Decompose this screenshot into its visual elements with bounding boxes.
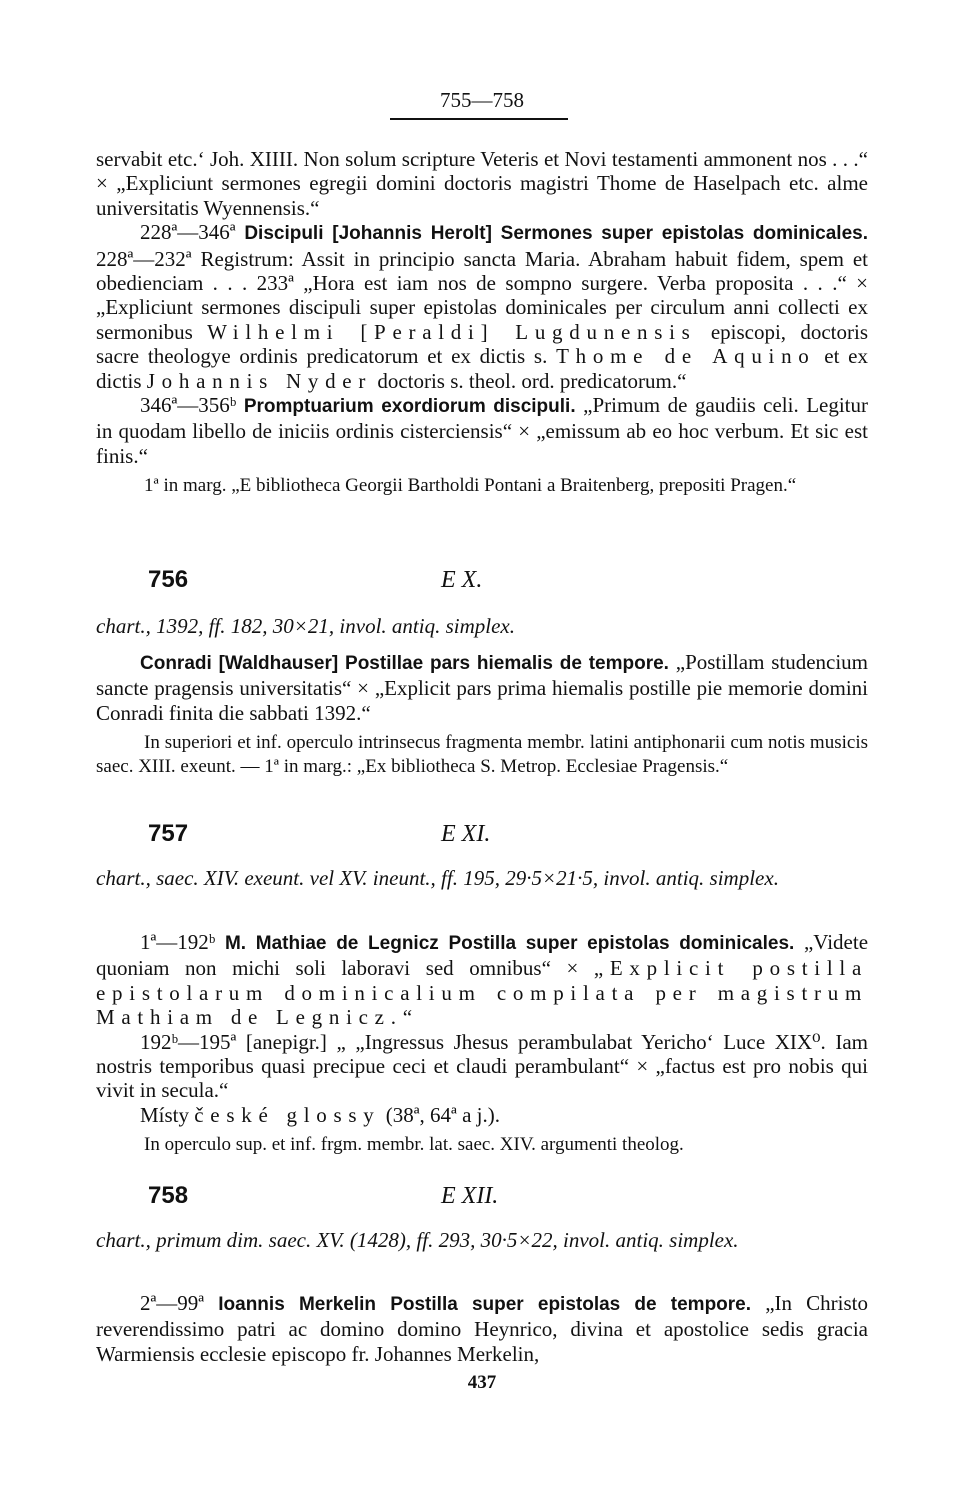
paragraph-text: (38ª, 64ª a j.). [385,1102,500,1127]
work-title: Conradi [Waldhauser] Postillae pars hiemalis de tempore. [140,653,669,674]
paragraph-text: „Postillam studencium sancte pragensis universitatis“ × „Explicit pars prima hiemalis postille pie memorie domini Conradi finita die sabbati 1392.“ [96,650,869,725]
entry-757-body [96,930,868,1157]
entry-756-body [96,650,868,779]
work-title: M. Mathiae de Legnicz Postilla super epistolas dominicales. [224,933,795,954]
paragraph-text: episcopi, doctoris sacre theologye ordinis predicatorum et ex dictis s. [96,319,868,369]
shelf-signature: E XI. [441,821,491,847]
work-title: Promptuarium exordiorum discipuli. [243,396,576,418]
entry-758-body [96,1291,868,1366]
physical-description: chart., 1392, ff. 182, 30×21, invol. antiq. simplex. [96,614,515,638]
entry-number: 758 [148,1182,189,1209]
shelf-signature: E X. [441,567,483,593]
folio-range: 228ª—346ª [140,220,236,245]
paragraph [96,393,868,468]
paragraph [96,650,868,725]
page-number: 437 [467,1372,497,1393]
running-header: 755—758 [440,88,524,112]
spaced-name: Thome de Aquino [556,344,816,369]
entry-755-continuation [96,147,868,498]
paragraph [96,1291,868,1366]
paragraph-text: et ex dictis [96,344,869,393]
spaced-name: Johannis Nyder [146,368,373,393]
folio-range: 346ª—356ᵇ [140,393,237,418]
paragraph-text: „Primum de gaudiis celi. Legitur in quodam libello de iniciis ordinis cisterciensis“ × „emissum ab eo hoc verbum. Et sic est finis.“ [96,393,869,468]
page [96,0,868,1512]
paragraph-text: „Videte quoniam non michi soli laboravi sed omnibus“ × [96,930,869,981]
paragraph-text: Místy [140,1102,190,1127]
shelf-signature: E XII. [441,1183,499,1209]
folio-range: 1ª—192ᵇ [140,930,216,954]
spaced-phrase: české glossy [194,1102,381,1127]
spaced-explicit: „Explicit postilla epistolarum dominicalium compilata per magistrum Mathiam de Legnicz.“ [96,956,868,1030]
entry-number: 757 [148,820,189,847]
spaced-name: Wilhelmi [Peraldi] Lugdunensis [207,319,697,344]
paragraph: 192ᵇ—195ª [anepigr.] „ „Ingressus Jhesus perambulabat Yericho‘ Luce XIX⁰. Iam nostris temporibus quasi precipue ceci et claudi perambulant“ × „factus est pro nobis qui vivit in secula.“ [96,1029,868,1103]
paragraph-text: doctoris s. theol. ord. predicatorum.“ [377,368,687,393]
paragraph-text: 228ª—232ª Registrum: Assit in principio sancta Maria. Abraham habuit fidem, spem et obedienciam . . . 233ª „Hora est iam nos de sompno surgere. Verba proposita . . .“ × „Expliciunt sermones discipuli super epistolas dominicales per circulum anni collecti ex sermonibus [96,246,868,344]
header-rule [390,118,568,120]
work-title: Ioannis Merkelin Postilla super epistolas de tempore. [218,1294,752,1315]
paragraph-text: „In Christo reverendissimo patri ac domino domino Heynrico, divina et apostolice sedis gracia Warmiensis ecclesie episcopo fr. Johannes Merkelin, [96,1291,868,1366]
physical-description: chart., saec. XIV. exeunt. vel XV. ineunt., ff. 195, 29·5×21·5, invol. antiq. simplex. [96,866,779,890]
paragraph [96,930,868,1030]
work-title: Discipuli [Johannis Herolt] Sermones super epistolas dominicales. [244,223,868,245]
paragraph [96,1103,868,1127]
marginal-note: In superiori et inf. operculo intrinsecus fragmenta membr. latini antiphonarii cum notis musicis saec. XIII. exeunt. — 1ª in marg.: „Ex bibliotheca S. Metrop. Ecclesiae Pragensis.“ [96,732,868,778]
marginal-note: 1ª in marg. „E bibliotheca Georgii Bartholdi Pontani a Braitenberg, prepositi Pragen.“ [144,475,797,497]
paragraph [96,220,868,393]
marginal-note: In operculo sup. et inf. frgm. membr. lat. saec. XIV. argumenti theolog. [144,1134,684,1156]
paragraph: servabit etc.‘ Joh. XIIII. Non solum scripture Veteris et Novi testamenti ammonent nos . . .“ × „Expliciunt sermones egregii domini doctoris magistri Thome de Haselpach etc. alme universitatis Wyennensis.“ [96,147,868,220]
physical-description: chart., primum dim. saec. XV. (1428), ff. 293, 30·5×22, invol. antiq. simplex. [96,1228,739,1252]
folio-range: 2ª—99ª [140,1291,205,1315]
entry-number: 756 [148,566,189,593]
